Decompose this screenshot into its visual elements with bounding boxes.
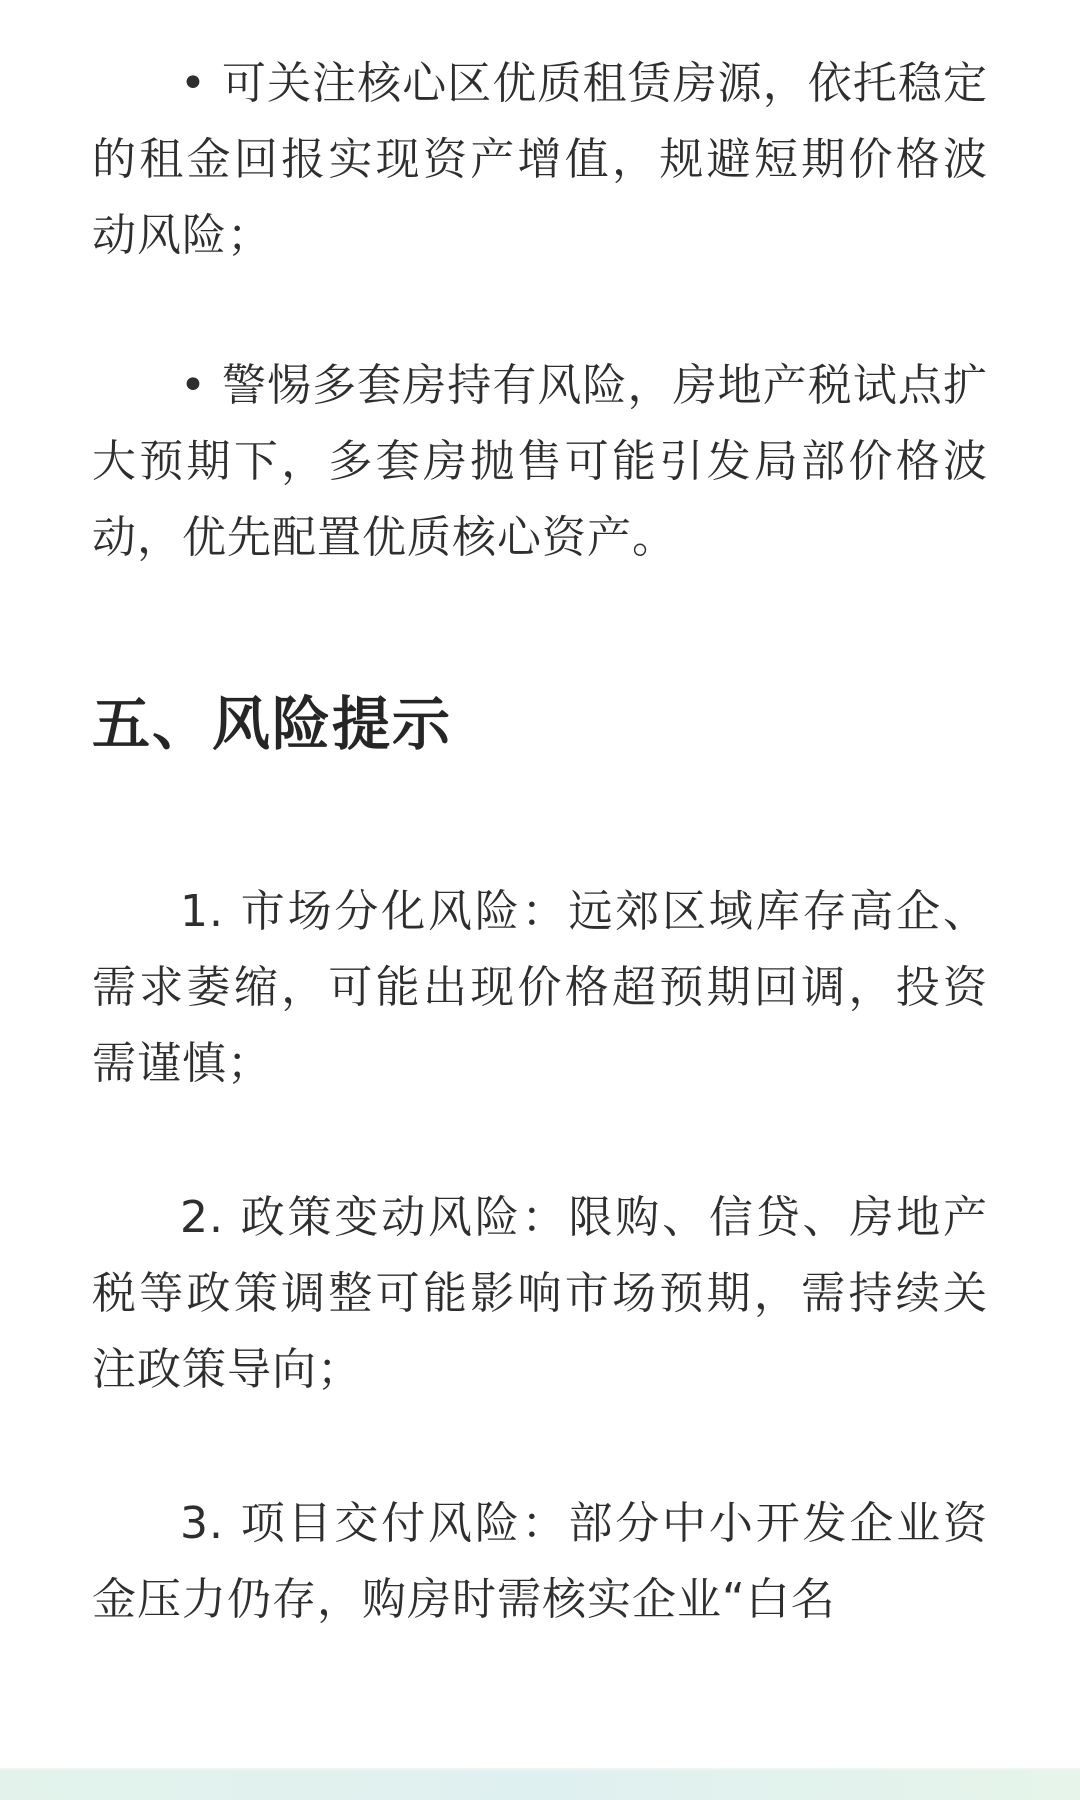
risk-list [92,874,988,1638]
footer-band [0,1770,1080,1800]
risk-item-delivery: 3. 项目交付风险：部分中小开发企业资金压力仍存，购房时需核实企业“白名 [92,1498,988,1625]
section-title: 五、风险提示 [92,690,453,758]
risk-item-market: 1. 市场分化风险：远郊区域库存高企、需求萎缩，可能出现价格超预期回调，投资需谨慎； [92,886,988,1089]
article-body [92,46,988,1638]
risk-item-policy: 2. 政策变动风险：限购、信贷、房地产税等政策调整可能影响市场预期，需持续关注政策导向； [92,1192,988,1395]
advice-bullet-rental: • 可关注核心区优质租赁房源，依托稳定的租金回报实现资产增值，规避短期价格波动风险； [92,58,988,261]
advice-bullet-multiple-homes: • 警惕多套房持有风险，房地产税试点扩大预期下，多套房抛售可能引发局部价格波动，优先配置优质核心资产。 [92,360,988,563]
